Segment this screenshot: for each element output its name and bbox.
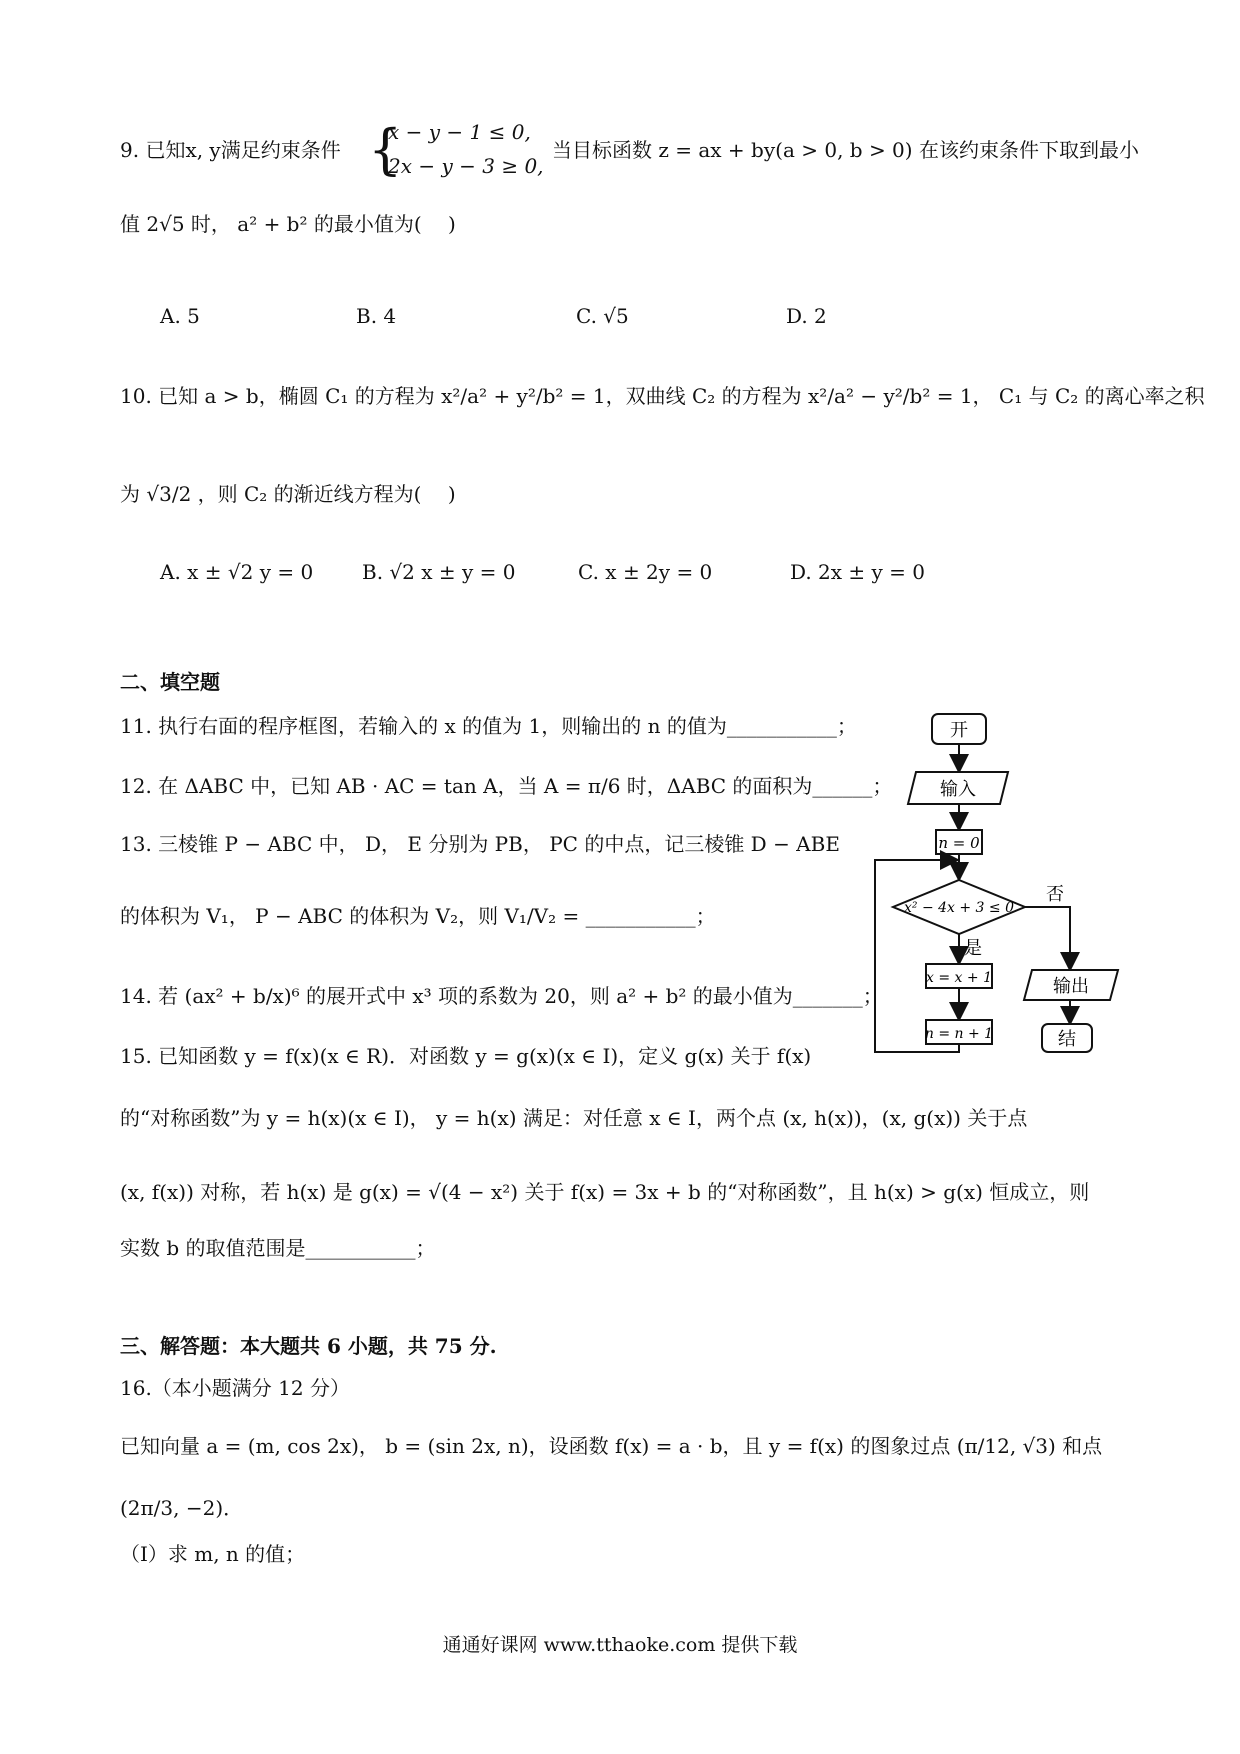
q15-line4: 实数 b 的取值范围是___________； bbox=[120, 1236, 436, 1260]
flow-init bbox=[936, 830, 982, 854]
q16-line1: 已知向量 a = (m, cos 2x)， b = (sin 2x, n)，设函数 f(x) = a · b，且 y = f(x) 的图象过点 (π/12, √3) 和点 bbox=[120, 1434, 1103, 1458]
q9-prefix: 9. 已知x, y满足约束条件 bbox=[120, 138, 341, 162]
q15-line1: 15. 已知函数 y = f(x)(x ∈ R)．对函数 y = g(x)(x ∈ I)，定义 g(x) 关于 f(x) bbox=[120, 1044, 812, 1068]
q11: 11. 执行右面的程序框图，若输入的 x 的值为 1，则输出的 n 的值为___________； bbox=[120, 714, 857, 738]
q13-line2: 的体积为 V₁， P − ABC 的体积为 V₂，则 V₁/V₂ = ___________； bbox=[120, 904, 716, 928]
q16-line2: (2π/3, −2)． bbox=[120, 1496, 244, 1520]
q10-option-c: C. x ± 2y = 0 bbox=[578, 560, 713, 584]
flow-step-x bbox=[926, 964, 992, 988]
q12: 12. 在 ΔABC 中，已知 AB · AC = tan A，当 A = π/6 时，ΔABC 的面积为______； bbox=[120, 774, 893, 798]
flow-yes-label: 是 bbox=[964, 938, 982, 959]
flow-step-n bbox=[925, 1020, 993, 1044]
q9-constraint-2: 2x − y − 3 ≥ 0, bbox=[388, 154, 544, 178]
q9-line2: 值 2√5 时， a² + b² 的最小值为( ) bbox=[120, 212, 456, 236]
flow-input bbox=[908, 772, 1008, 804]
q9-constraint-brace: { bbox=[368, 118, 403, 181]
flow-condition bbox=[893, 880, 1025, 934]
q9-constraint-1: x − y − 1 ≤ 0, bbox=[388, 120, 531, 144]
flow-condition-label: x² − 4x + 3 ≤ 0 bbox=[903, 900, 1015, 916]
q9-option-d: D. 2 bbox=[786, 304, 827, 328]
q10-line1: 10. 已知 a > b，椭圆 C₁ 的方程为 x²/a² + y²/b² = 1，双曲线 C₂ 的方程为 x²/a² − y²/b² = 1， C₁ 与 C₂ 的离心率之积 bbox=[120, 384, 1205, 408]
section2-title: 二、填空题 bbox=[120, 670, 220, 694]
flow-no-label: 否 bbox=[1046, 884, 1064, 905]
q10-line2: 为 √3/2 ，则 C₂ 的渐近线方程为( ) bbox=[120, 482, 456, 506]
flow-step-x-label: x = x + 1 bbox=[926, 970, 992, 986]
flow-start bbox=[932, 714, 986, 744]
q9-line1 bbox=[120, 136, 341, 164]
q9-option-b: B. 4 bbox=[356, 304, 397, 328]
q9-option-c: C. √5 bbox=[576, 304, 629, 328]
q16-part1: （Ⅰ）求 m, n 的值； bbox=[120, 1542, 306, 1566]
q16-header: 16.（本小题满分 12 分） bbox=[120, 1376, 350, 1400]
flow-input-label: 输入 bbox=[940, 779, 976, 800]
q13-line1: 13. 三棱锥 P − ABC 中， D， E 分别为 PB， PC 的中点，记三棱锥 D − ABE bbox=[120, 832, 840, 856]
flow-init-label: n = 0 bbox=[938, 834, 980, 852]
flow-end-label: 结 bbox=[1058, 1029, 1076, 1050]
q10-option-d: D. 2x ± y = 0 bbox=[790, 560, 926, 584]
flowchart bbox=[870, 700, 1140, 1080]
page-footer: 通通好课网 www.tthaoke.com 提供下载 bbox=[442, 1634, 798, 1656]
flow-end bbox=[1042, 1024, 1092, 1052]
q15-line3: (x, f(x)) 对称，若 h(x) 是 g(x) = √(4 − x²) 关于 f(x) = 3x + b 的“对称函数”，且 h(x) > g(x) 恒成立，则 bbox=[120, 1180, 1090, 1204]
flow-output bbox=[1024, 970, 1118, 1000]
q10-option-a: A. x ± √2 y = 0 bbox=[160, 560, 314, 584]
q10-option-b: B. √2 x ± y = 0 bbox=[362, 560, 516, 584]
flow-step-n-label: n = n + 1 bbox=[924, 1026, 994, 1042]
q9-line1-post: 当目标函数 z = ax + by(a > 0, b > 0) 在该约束条件下取到最小 bbox=[552, 138, 1139, 162]
section3-title: 三、解答题：本大题共 6 小题，共 75 分. bbox=[120, 1334, 497, 1358]
q15-line2: 的“对称函数”为 y = h(x)(x ∈ I)， y = h(x) 满足：对任意 x ∈ I，两个点 (x, h(x))，(x, g(x)) 关于点 bbox=[120, 1106, 1028, 1130]
q9-option-a: A. 5 bbox=[160, 304, 200, 328]
flow-start-label: 开 bbox=[950, 720, 968, 741]
q14: 14. 若 (ax² + b/x)⁶ 的展开式中 x³ 项的系数为 20，则 a² + b² 的最小值为_______； bbox=[120, 984, 883, 1008]
flow-output-label: 输出 bbox=[1053, 976, 1089, 997]
